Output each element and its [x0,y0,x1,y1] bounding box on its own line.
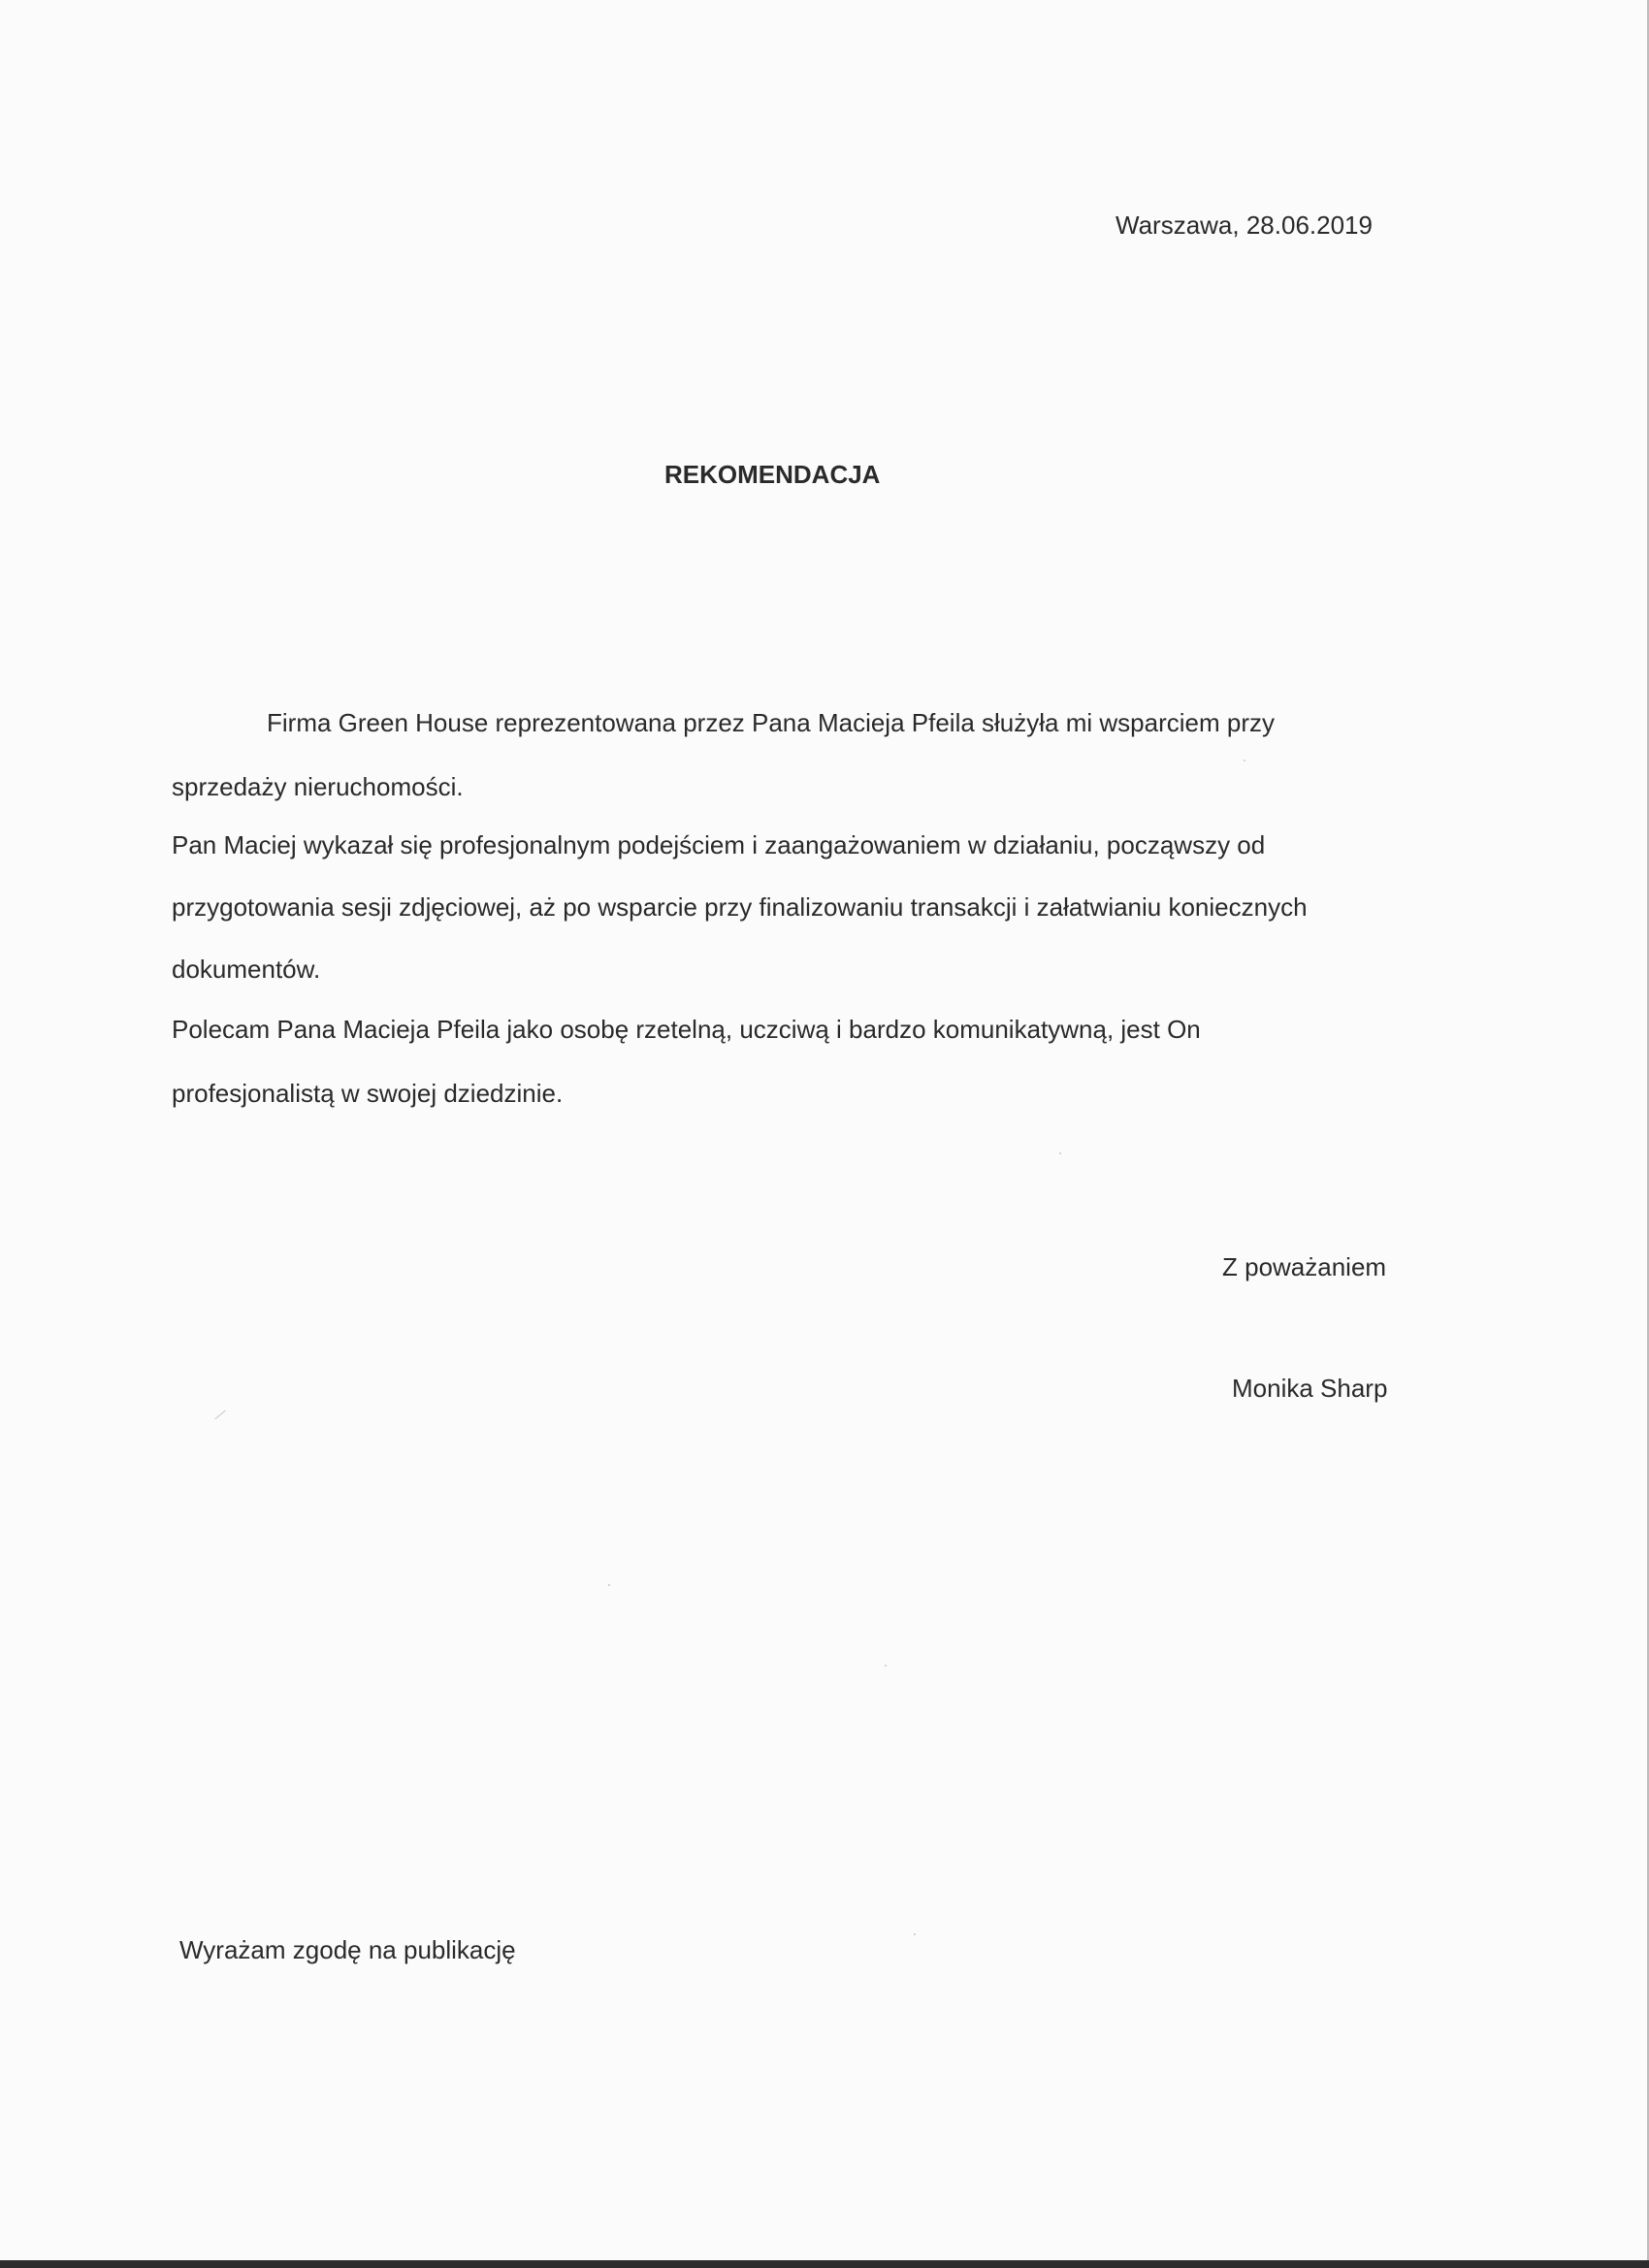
letter-title: REKOMENDACJA [664,460,881,489]
body-line-6: Polecam Pana Macieja Pfeila jako osobę rzetelną, uczciwą i bardzo komunikatywną, jest On [172,1015,1201,1044]
place-and-date: Warszawa, 28.06.2019 [1116,211,1373,240]
publication-consent: Wyrażam zgodę na publikację [179,1935,516,1964]
body-line-1: Firma Green House reprezentowana przez Pana Macieja Pfeila służyła mi wsparciem przy [267,708,1275,737]
body-line-5: dokumentów. [172,955,321,984]
scan-mark [214,1410,225,1420]
closing-phrase: Z poważaniem [1222,1252,1387,1281]
body-line-2: sprzedaży nieruchomości. [172,772,464,801]
scan-speck [608,1584,610,1586]
signer-name: Monika Sharp [1232,1374,1388,1403]
scan-speck [1244,760,1245,761]
scan-speck [885,1665,887,1667]
body-line-4: przygotowania sesji zdjęciowej, aż po wsparcie przy finalizowaniu transakcji i załatwianiu koniecznych [172,892,1308,922]
body-line-3: Pan Maciej wykazał się profesjonalnym podejściem i zaangażowaniem w działaniu, począwszy od [172,830,1266,859]
scan-edge-bottom [0,2260,1649,2268]
scan-speck [1059,1152,1061,1154]
body-line-7: profesjonalistą w swojej dziedzinie. [172,1079,564,1108]
scan-speck [914,1933,916,1935]
